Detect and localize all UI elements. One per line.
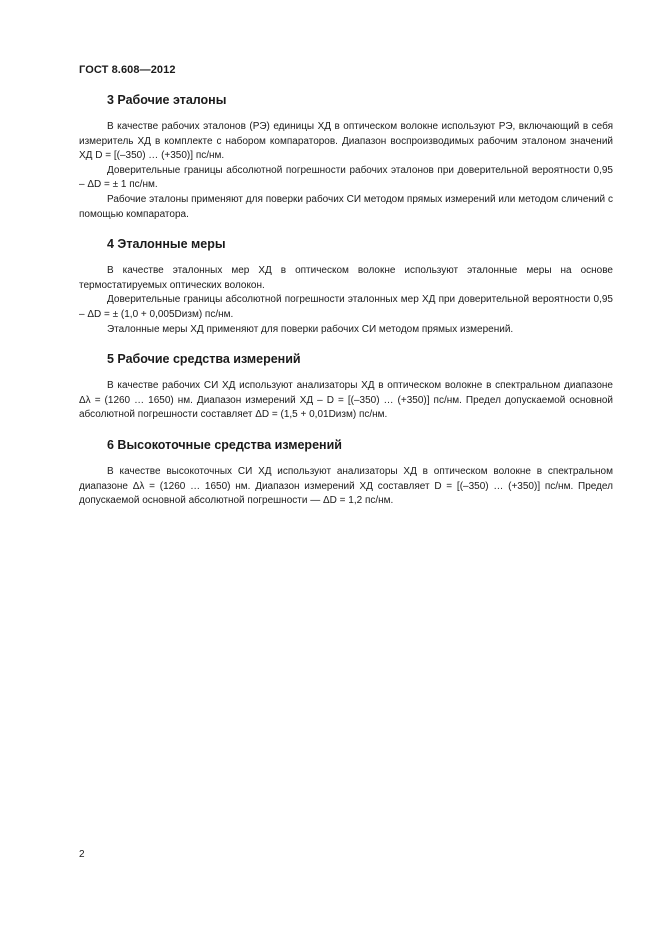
- document-header: ГОСТ 8.608—2012: [79, 64, 176, 76]
- paragraph: Рабочие эталоны применяют для поверки рабочих СИ методом прямых измерений или методом сличений с помощью компаратора.: [79, 193, 613, 220]
- paragraph: В качестве рабочих эталонов (РЭ) единицы ХД в оптическом волокне используют РЭ, включающий в себя измеритель ХД в комплекте с набором компараторов. Диапазон воспроизводимых рабочим эталоном значений ХД D = [(–350) … (+350)] пс/нм.: [79, 121, 613, 162]
- paragraph: Эталонные меры ХД применяют для поверки рабочих СИ методом прямых измерений.: [107, 323, 514, 335]
- paragraph: В качестве рабочих СИ ХД используют анализаторы ХД в оптическом волокне в спектральном диапазоне Δλ = (1260 … 1650) нм. Диапазон измерений ХД – D = [(–350) … (+350)] пс/нм. Предел допускаемой основной абсолютной погрешности составляет ΔD = (1,5 + 0,01Dизм) пс/нм.: [79, 380, 613, 421]
- paragraph: В качестве высокоточных СИ ХД используют анализаторы ХД в оптическом волокне в спектральном диапазоне Δλ = (1260 … 1650) нм. Диапазон измерений ХД составляет D = [(–350) … (+350)] пс/нм. Предел допускаемой основной абсолютной погрешности — ΔD = 1,2 пс/нм.: [79, 465, 613, 507]
- paragraph: Доверительные границы абсолютной погрешности рабочих эталонов при доверительной вероятности 0,95 – ΔD = ± 1 пс/нм.: [79, 164, 613, 191]
- section-title: 6 Высокоточные средства измерений: [107, 437, 342, 452]
- document-body: [79, 92, 613, 523]
- section-title: 4 Эталонные меры: [107, 237, 226, 252]
- section-reference-measures: [79, 236, 613, 337]
- section-working-standards: [79, 92, 613, 222]
- section-working-instruments: [79, 351, 613, 423]
- section-title: 5 Рабочие средства измерений: [107, 352, 301, 367]
- paragraph: В качестве эталонных мер ХД в оптическом волокне используют эталонные меры на основе термостатируемых оптических волокон.: [79, 265, 613, 291]
- section-high-precision-instruments: [79, 437, 613, 509]
- section-title: 3 Рабочие эталоны: [107, 93, 227, 107]
- paragraph: Доверительные границы абсолютной погрешности эталонных мер ХД при доверительной вероятности 0,95 – ΔD = ± (1,0 + 0,005Dизм) пс/нм.: [79, 294, 613, 320]
- page-number: 2: [79, 849, 85, 860]
